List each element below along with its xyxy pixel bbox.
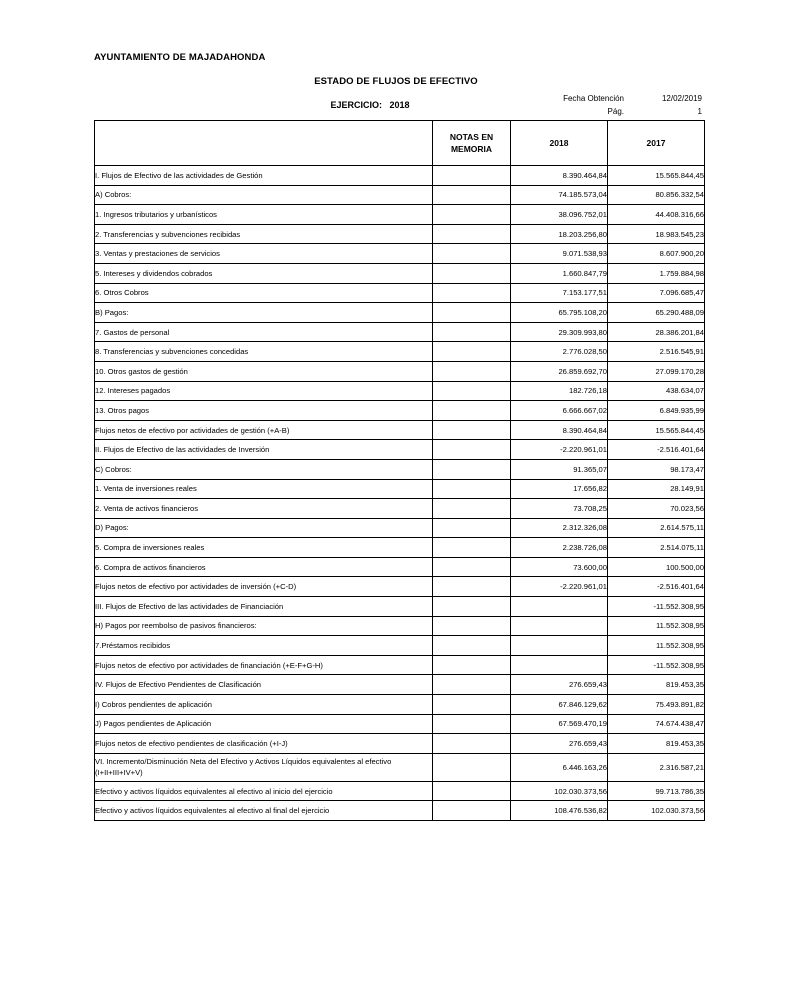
cell-amount-2018: 6.446.163,26 [511, 753, 608, 781]
cell-concept: 1. Ingresos tributarios y urbanísticos [95, 205, 433, 225]
cell-notes [433, 714, 511, 734]
cell-notes [433, 224, 511, 244]
cell-concept: 2. Venta de activos financieros [95, 499, 433, 519]
cell-notes [433, 205, 511, 225]
cell-concept: Flujos netos de efectivo por actividades de financiación (+E-F+G-H) [95, 655, 433, 675]
column-header-year-2017: 2017 [608, 121, 705, 166]
table-row [95, 753, 705, 781]
cell-amount-2017: 819.453,35 [608, 734, 705, 754]
cell-amount-2017: 100.500,00 [608, 557, 705, 577]
cell-notes [433, 185, 511, 205]
page-number-row [452, 105, 702, 118]
cell-amount-2018: 29.309.993,80 [511, 322, 608, 342]
cell-amount-2017: 11.552.308,95 [608, 636, 705, 656]
cell-amount-2017: 1.759.884,98 [608, 263, 705, 283]
cell-amount-2018: 2.312.326,08 [511, 518, 608, 538]
cell-notes [433, 557, 511, 577]
cell-notes [433, 518, 511, 538]
cell-amount-2018: 182.726,18 [511, 381, 608, 401]
cell-amount-2017: 99.713.786,35 [608, 781, 705, 801]
cell-amount-2017: 11.552.308,95 [608, 616, 705, 636]
cell-concept: 6. Otros Cobros [95, 283, 433, 303]
notes-header-line2: MEMORIA [450, 144, 493, 154]
table-row [95, 734, 705, 754]
obtained-date-value: 12/02/2019 [661, 94, 702, 103]
cell-notes [433, 381, 511, 401]
table-row [95, 420, 705, 440]
column-header-year-2018: 2018 [511, 121, 608, 166]
cell-amount-2018: 65.795.108,20 [511, 303, 608, 323]
cell-concept: C) Cobros: [95, 459, 433, 479]
obtained-date-row [452, 92, 702, 105]
cell-amount-2017: 44.408.316,66 [608, 205, 705, 225]
cell-concept: Flujos netos de efectivo por actividades de inversión (+C-D) [95, 577, 433, 597]
cell-notes [433, 322, 511, 342]
cell-concept: D) Pagos: [95, 518, 433, 538]
cell-notes [433, 616, 511, 636]
cell-notes [433, 636, 511, 656]
document-meta [452, 92, 702, 118]
cell-amount-2017: 74.674.438,47 [608, 714, 705, 734]
cell-concept: 5. Intereses y dividendos cobrados [95, 263, 433, 283]
cell-amount-2017: -11.552.308,95 [608, 597, 705, 617]
cell-notes [433, 401, 511, 421]
cell-amount-2017: 18.983.545,23 [608, 224, 705, 244]
cell-concept: Flujos netos de efectivo por actividades de gestión (+A-B) [95, 420, 433, 440]
cell-concept: 7.Préstamos recibidos [95, 636, 433, 656]
table-row [95, 166, 705, 186]
cell-concept: VI. Incremento/Disminución Neta del Efectivo y Activos Líquidos equivalentes al efectivo (I+II+III+IV+V) [95, 753, 433, 781]
cell-amount-2017: 65.290.488,09 [608, 303, 705, 323]
table-row [95, 518, 705, 538]
table-row [95, 303, 705, 323]
cell-amount-2017: -2.516.401,64 [608, 577, 705, 597]
table-row [95, 695, 705, 715]
page-number-label: Pág. [607, 107, 624, 116]
cell-amount-2018: -2.220.961,01 [511, 440, 608, 460]
exercise-label: EJERCICIO: [330, 100, 382, 110]
cell-amount-2017: 8.607.900,20 [608, 244, 705, 264]
table-row [95, 342, 705, 362]
cell-amount-2017: 438.634,07 [608, 381, 705, 401]
cell-amount-2018: 91.365,07 [511, 459, 608, 479]
cell-concept: III. Flujos de Efectivo de las actividades de Financiación [95, 597, 433, 617]
cell-concept: Efectivo y activos líquidos equivalentes al efectivo al final del ejercicio [95, 801, 433, 821]
cell-amount-2018: 73.600,00 [511, 557, 608, 577]
cell-concept: IV. Flujos de Efectivo Pendientes de Clasificación [95, 675, 433, 695]
cell-notes [433, 675, 511, 695]
table-row [95, 801, 705, 821]
cell-amount-2017: 2.514.075,11 [608, 538, 705, 558]
cell-concept: 3. Ventas y prestaciones de servicios [95, 244, 433, 264]
table-header-row [95, 121, 705, 166]
table-row [95, 597, 705, 617]
cell-amount-2018: 26.859.692,70 [511, 361, 608, 381]
table-body [95, 166, 705, 821]
cell-amount-2018: 2.776.028,50 [511, 342, 608, 362]
cell-amount-2018: 9.071.538,93 [511, 244, 608, 264]
table-row [95, 440, 705, 460]
cell-amount-2018: 102.030.373,56 [511, 781, 608, 801]
cell-notes [433, 303, 511, 323]
cell-concept: Efectivo y activos líquidos equivalentes al efectivo al inicio del ejercicio [95, 781, 433, 801]
cell-notes [433, 597, 511, 617]
cell-amount-2018: 67.569.470,19 [511, 714, 608, 734]
cell-concept: 10. Otros gastos de gestión [95, 361, 433, 381]
cell-amount-2018: 108.476.536,82 [511, 801, 608, 821]
cell-amount-2017: 15.565.844,45 [608, 420, 705, 440]
column-header-notes [433, 121, 511, 166]
cell-concept: 2. Transferencias y subvenciones recibidas [95, 224, 433, 244]
cell-amount-2018: 73.708,25 [511, 499, 608, 519]
exercise-value: 2018 [389, 100, 410, 110]
cell-concept: I. Flujos de Efectivo de las actividades de Gestión [95, 166, 433, 186]
cell-concept: A) Cobros: [95, 185, 433, 205]
column-header-concept [95, 121, 433, 166]
cell-amount-2017: 15.565.844,45 [608, 166, 705, 186]
cell-concept: 1. Venta de inversiones reales [95, 479, 433, 499]
cell-amount-2017: 70.023,56 [608, 499, 705, 519]
cell-amount-2017: 75.493.891,82 [608, 695, 705, 715]
cell-amount-2017: 2.316.587,21 [608, 753, 705, 781]
cell-amount-2018: 276.659,43 [511, 734, 608, 754]
cell-amount-2018: 38.096.752,01 [511, 205, 608, 225]
cell-amount-2017: 6.849.935,99 [608, 401, 705, 421]
table-row [95, 538, 705, 558]
cell-concept: 8. Transferencias y subvenciones concedidas [95, 342, 433, 362]
table-row [95, 655, 705, 675]
cell-amount-2018: 67.846.129,62 [511, 695, 608, 715]
cell-amount-2017: 28.386.201,84 [608, 322, 705, 342]
cell-concept: 13. Otros pagos [95, 401, 433, 421]
cell-amount-2017: 27.099.170,28 [608, 361, 705, 381]
table-row [95, 577, 705, 597]
cell-amount-2017: 7.096.685,47 [608, 283, 705, 303]
cell-notes [433, 479, 511, 499]
cell-amount-2018 [511, 655, 608, 675]
table-row [95, 459, 705, 479]
cell-concept: H) Pagos por reembolso de pasivos financieros: [95, 616, 433, 636]
cell-amount-2017: 80.856.332,54 [608, 185, 705, 205]
table-row [95, 205, 705, 225]
cell-amount-2018 [511, 636, 608, 656]
table-row [95, 781, 705, 801]
table-row [95, 557, 705, 577]
cell-notes [433, 361, 511, 381]
cell-amount-2018: 1.660.847,79 [511, 263, 608, 283]
cell-concept: 6. Compra de activos financieros [95, 557, 433, 577]
table-row [95, 361, 705, 381]
cell-amount-2018: 7.153.177,51 [511, 283, 608, 303]
cell-notes [433, 283, 511, 303]
table-row [95, 224, 705, 244]
cell-concept: 12. Intereses pagados [95, 381, 433, 401]
cell-amount-2018: 18.203.256,80 [511, 224, 608, 244]
cell-notes [433, 538, 511, 558]
table-row [95, 322, 705, 342]
cell-concept: II. Flujos de Efectivo de las actividades de Inversión [95, 440, 433, 460]
cell-notes [433, 459, 511, 479]
table-row [95, 479, 705, 499]
cell-amount-2017: 2.614.575,11 [608, 518, 705, 538]
table-row [95, 244, 705, 264]
cell-notes [433, 420, 511, 440]
table-header [95, 121, 705, 166]
organization-title: AYUNTAMIENTO DE MAJADAHONDA [94, 52, 266, 63]
cell-amount-2017: 102.030.373,56 [608, 801, 705, 821]
cell-notes [433, 342, 511, 362]
obtained-date-label: Fecha Obtención [563, 94, 624, 103]
cell-amount-2018: 8.390.464,84 [511, 166, 608, 186]
page-number-value: 1 [697, 107, 702, 116]
cell-amount-2017: -2.516.401,64 [608, 440, 705, 460]
table-row [95, 283, 705, 303]
cell-amount-2017: 28.149,91 [608, 479, 705, 499]
cell-notes [433, 440, 511, 460]
cell-notes [433, 734, 511, 754]
cell-amount-2018: 17.656,82 [511, 479, 608, 499]
cell-concept: J) Pagos pendientes de Aplicación [95, 714, 433, 734]
cell-notes [433, 244, 511, 264]
cell-notes [433, 655, 511, 675]
cell-amount-2018: 8.390.464,84 [511, 420, 608, 440]
cell-amount-2017: -11.552.308,95 [608, 655, 705, 675]
cell-concept: Flujos netos de efectivo pendientes de clasificación (+I-J) [95, 734, 433, 754]
cell-notes [433, 781, 511, 801]
cell-concept: I) Cobros pendientes de aplicación [95, 695, 433, 715]
cell-notes [433, 695, 511, 715]
cell-notes [433, 753, 511, 781]
cell-concept: B) Pagos: [95, 303, 433, 323]
cash-flow-table [94, 120, 705, 821]
table-row [95, 636, 705, 656]
cell-amount-2018: -2.220.961,01 [511, 577, 608, 597]
cell-concept: 7. Gastos de personal [95, 322, 433, 342]
cell-amount-2018 [511, 616, 608, 636]
cell-notes [433, 499, 511, 519]
cell-amount-2018: 2.238.726,08 [511, 538, 608, 558]
document-title: ESTADO DE FLUJOS DE EFECTIVO [314, 76, 478, 87]
table-row [95, 675, 705, 695]
cell-concept: 5. Compra de inversiones reales [95, 538, 433, 558]
cell-amount-2018: 276.659,43 [511, 675, 608, 695]
notes-header-line1: NOTAS EN [449, 132, 494, 142]
cell-notes [433, 166, 511, 186]
cell-notes [433, 801, 511, 821]
table-row [95, 401, 705, 421]
table-row [95, 381, 705, 401]
table-row [95, 499, 705, 519]
cell-notes [433, 577, 511, 597]
cell-amount-2018: 74.185.573,04 [511, 185, 608, 205]
cell-amount-2018 [511, 597, 608, 617]
table-row [95, 616, 705, 636]
cell-amount-2017: 2.516.545,91 [608, 342, 705, 362]
table-row [95, 185, 705, 205]
cell-amount-2017: 819.453,35 [608, 675, 705, 695]
table-row [95, 263, 705, 283]
table-row [95, 714, 705, 734]
cell-notes [433, 263, 511, 283]
cell-amount-2018: 6.666.667,02 [511, 401, 608, 421]
cell-amount-2017: 98.173,47 [608, 459, 705, 479]
